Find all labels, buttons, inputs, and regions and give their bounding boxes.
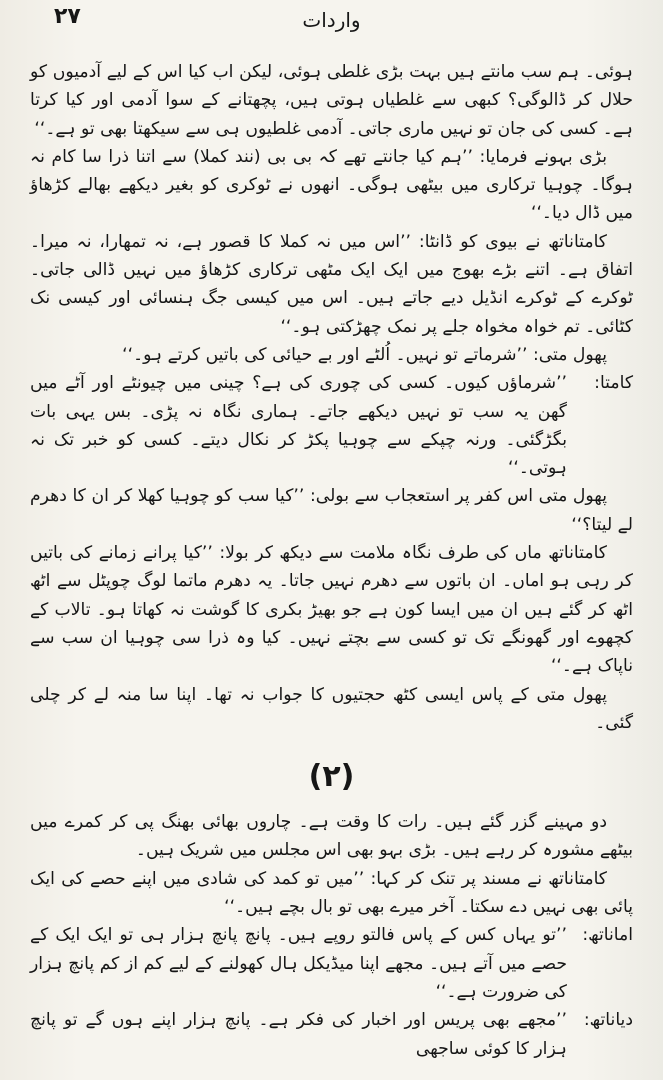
- speaker-name: اماناتھ:: [582, 925, 633, 946]
- speech-text: ’’شرماؤں کیوں۔ کسی کی چوری کی ہے؟ چینی میں چیونٹے اور آٹے میں گھن یہ سب تو نہیں دیکھے جاتے۔ ہماری نگاہ نہ پڑی۔ بس یہی بات بگڑگئی۔ ورنہ چپکے سے چوہیا پکڑ کر نکال دیتے۔ کسی کو خبر تک نہ ہوتی۔‘‘: [30, 373, 567, 479]
- speaker-name: دیاناتھ:: [583, 1010, 633, 1031]
- paragraph: پھول متی اس کفر پر استعجاب سے بولی: ’’کیا سب کو چوہیا کھلا کر ان کا دھرم لے لیتا؟‘‘: [30, 486, 633, 535]
- dialogue-paragraph: [30, 369, 633, 482]
- paragraph: بڑی بہونے فرمایا: ’’ہم کیا جانتے تھے کہ بی بی (نند کملا) سے اتنا ذرا سا کام نہ ہوگا۔ چوہیا ترکاری میں بیٹھی ہوگی۔ انھوں نے ٹوکری کو بغیر دیکھے بھالے کڑھاؤ میں ڈال دیا۔‘‘: [30, 146, 633, 224]
- dialogue-paragraph: [30, 921, 633, 1006]
- page-body: [30, 58, 633, 1063]
- section-heading: (۲): [308, 759, 355, 795]
- section-two-text: [30, 808, 633, 1063]
- paragraph: کامتاناتھ ماں کی طرف نگاہ ملامت سے دیکھ کر بولا: ’’کیا پرانے زمانے کی باتیں کر رہی ہو اماں۔ ان باتوں سے دھرم نہیں جاتا۔ یہ دھرم ماتما لوگ چوپٹل سے اٹھ اٹھ کر گئے ہیں ان میں ایسا کون ہے جو بھیڑ بکری کا گوشت نہ کھاتا ہو۔ تالاب کے کچھوے اور گھونگے تک تو کسی سے بچتے نہیں۔ کیا وہ ذرا سی چوہیا ان سب سے ناپاک ہے۔‘‘: [30, 543, 633, 677]
- paragraph: ہوئی۔ ہم سب مانتے ہیں بہت بڑی غلطی ہوئی، لیکن اب کیا اس کے لیے آدمیوں کو حلال کر ڈالوگی؟ کبھی سے غلطیاں ہوتی ہیں، پچھتانے کے سوا آدمی اور کیا کرتا ہے۔ کسی کی جان تو نہیں ماری جاتی۔ آدمی غلطیوں ہی سے سیکھتا بھی تو ہے۔‘‘: [30, 62, 633, 139]
- paragraph: پھول متی کے پاس ایسی کٹھ حجتیوں کا جواب نہ تھا۔ اپنا سا منہ لے کر چلی گئی۔: [30, 684, 633, 733]
- paragraph: دو مہینے گزر گئے ہیں۔ رات کا وقت ہے۔ چاروں بھائی بھنگ پی کر کمرے میں بیٹھے مشورہ کر رہے ہیں۔ بڑی بہو بھی اس مجلس میں شریک ہیں۔: [30, 812, 633, 861]
- speaker-name: کامتا:: [594, 373, 633, 394]
- running-header-title: واردات: [302, 8, 361, 32]
- paragraph: کامتاناتھ نے مسند پر تنک کر کہا: ’’میں تو کمد کی شادی میں اپنے حصے کی ایک پائی بھی نہیں دے سکتا۔ آخر میرے بھی تو بال بچے ہیں۔‘‘: [30, 868, 633, 918]
- paragraph: پھول متی: ’’شرماتے تو نہیں۔ اُلٹے اور بے حیائی کی باتیں کرتے ہو۔‘‘: [122, 344, 607, 365]
- page-number: ۲۷: [54, 4, 81, 29]
- dialogue-paragraph: [30, 1006, 633, 1063]
- speech-text: ’’مجھے بھی پریس اور اخبار کی فکر ہے۔ پانچ ہزار اپنے ہوں گے تو پانچ ہزار کا کوئی ساجھی: [30, 1010, 567, 1059]
- section-one-text: [30, 58, 633, 737]
- paragraph: کامتاناتھ نے بیوی کو ڈانٹا: ’’اس میں نہ کملا کا قصور ہے، نہ تمھارا، نہ میرا۔ اتفاق ہے۔ اتنے بڑے بھوج میں ایک ایک مٹھی ترکاری کڑھاؤ میں نہیں ڈالی جاتی۔ ٹوکرے کے ٹوکرے انڈیل دیے جاتے ہیں۔ اس میں کیسی جگ ہنسائی اور کیسی نک کٹائی۔ تم خواہ مخواہ جلے پر نمک چھڑکتی ہو۔‘‘: [30, 231, 633, 337]
- speech-text: ’’تو یہاں کس کے پاس فالتو روپے ہیں۔ پانچ پانچ ہزار ہی تو ایک ایک کے حصے میں آتے ہیں۔ مجھے اپنا میڈیکل ہال کھولنے کے لیے کم از کم پانچ ہزار کی ضرورت ہے۔‘‘: [30, 925, 567, 1002]
